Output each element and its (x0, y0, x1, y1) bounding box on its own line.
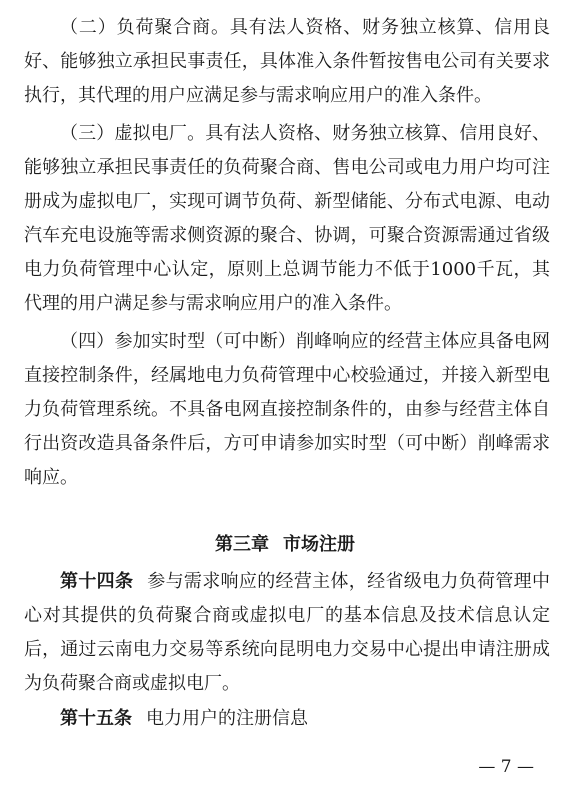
paragraph-realtime-response: （四）参加实时型（可中断）削峰响应的经营主体应具备电网直接控制条件，经属地电力负荷管理中心校验通过，并接入新型电力负荷管理系统。不具备电网直接控制条件的，由参与经营主体自行出资改造具备条件后，方可申请参加实时型（可中断）削峰需求响应。 (24, 331, 550, 488)
article-14 (24, 565, 550, 701)
article-14-label: 第十四条 (60, 571, 134, 592)
chapter-number: 第三章 (215, 534, 269, 555)
paragraph-virtual-power-plant: （三）虚拟电厂。具有法人资格、财务独立核算、信用良好、能够独立承担民事责任的负荷聚合商、售电公司或电力用户均可注册成为虚拟电厂，实现可调节负荷、新型储能、分布式电源、电动汽车充电设施等需求侧资源的聚合、协调，可聚合资源需通过省级电力负荷管理中心认定，原则上总调节能力不低于1000千瓦，其代理的用户满足参与需求响应用户的准入条件。 (24, 123, 550, 314)
chapter-heading (0, 528, 570, 562)
paragraph-load-aggregator: （二）负荷聚合商。具有法人资格、财务独立核算、信用良好、能够独立承担民事责任，具体准入条件暂按售电公司有关要求执行，其代理的用户应满足参与需求响应用户的准入条件。 (24, 17, 550, 106)
article-15 (24, 702, 550, 736)
article-15-text: 电力用户的注册信息 (146, 708, 308, 729)
article-15-label: 第十五条 (60, 708, 132, 729)
chapter-title: 市场注册 (283, 534, 355, 555)
page-number: — 7 — (478, 757, 534, 777)
article-14-text: 参与需求响应的经营主体，经省级电力负荷管理中心对其提供的负荷聚合商或虚拟电厂的基本信息及技术信息认定后，通过云南电力交易等系统向昆明电力交易中心提出申请注册成为负荷聚合商或虚拟电厂。 (24, 571, 550, 694)
